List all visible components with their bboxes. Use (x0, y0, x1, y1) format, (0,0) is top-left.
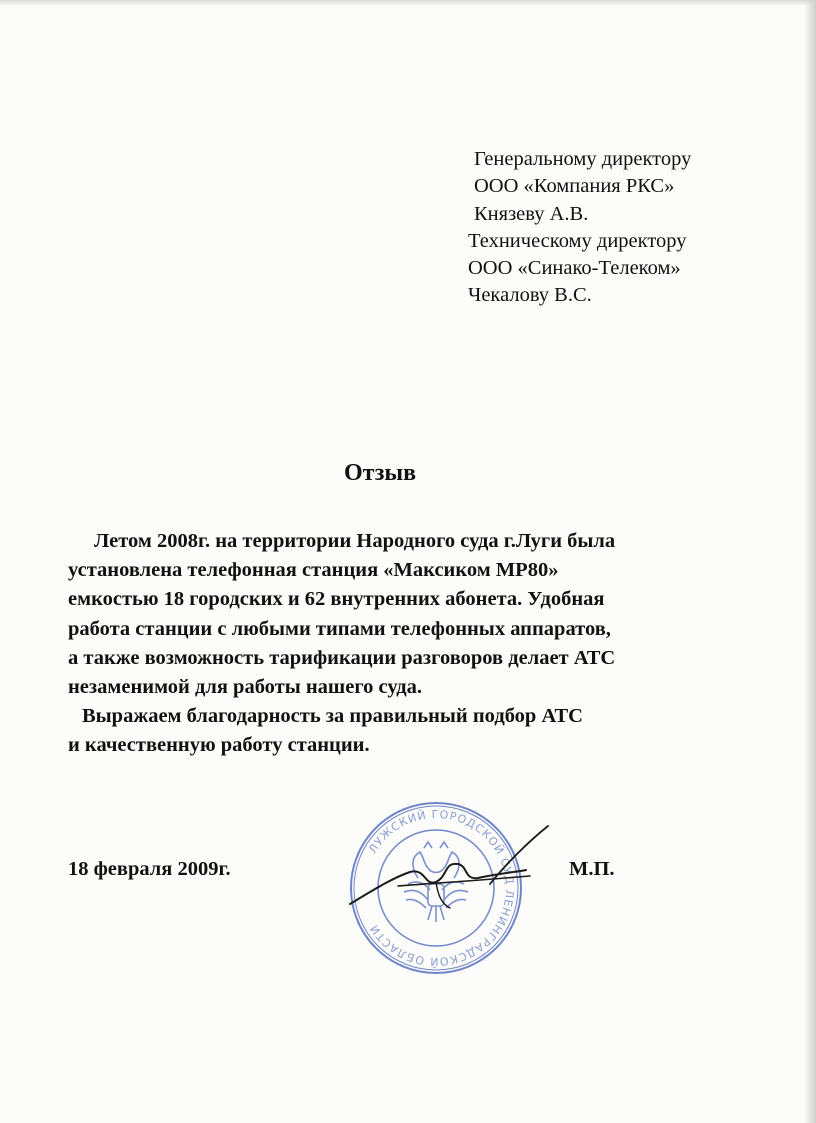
body-line: а также возможность тарификации разговоров делает АТС (68, 646, 616, 669)
addressee-line: Генеральному директору (474, 148, 692, 170)
scan-edge-right (804, 0, 816, 1123)
addressee-line: ООО «Синако-Телеком» (468, 257, 681, 280)
body-text (68, 527, 758, 761)
seal-place-label: М.П. (569, 858, 615, 880)
addressee-line: Техническому директору (468, 229, 687, 252)
addressee-line: Князеву А.В. (474, 202, 589, 225)
signature (340, 812, 555, 922)
addressee-line: Чекалову В.С. (468, 284, 592, 307)
document-title: Отзыв (343, 460, 417, 486)
body-line: емкостью 18 городских и 62 внутренних абонета. Удобная (68, 588, 605, 611)
seal-lettering-path: ЛУЖСКИЙ ГОРОДСКОЙ СУД ЛЕНИНГРАДСКОЙ ОБЛАСТИ (366, 807, 517, 969)
scan-edge-top (0, 0, 816, 6)
body-line: установлена телефонная станция «Максиком МР80» (68, 559, 559, 582)
date: 18 февраля 2009г. (68, 858, 231, 880)
body-line: незаменимой для работы нашего суда. (68, 676, 423, 699)
body-line: и качественную работу станции. (68, 734, 370, 757)
addressee-line: ООО «Компания РКС» (474, 175, 675, 198)
body-line: Летом 2008г. на территории Народного суда г.Луги была (94, 530, 616, 552)
addressee-block (456, 146, 786, 310)
body-line: работа станции с любыми типами телефонных аппаратов, (68, 617, 611, 640)
body-line: Выражаем благодарность за правильный подбор АТС (82, 705, 583, 728)
